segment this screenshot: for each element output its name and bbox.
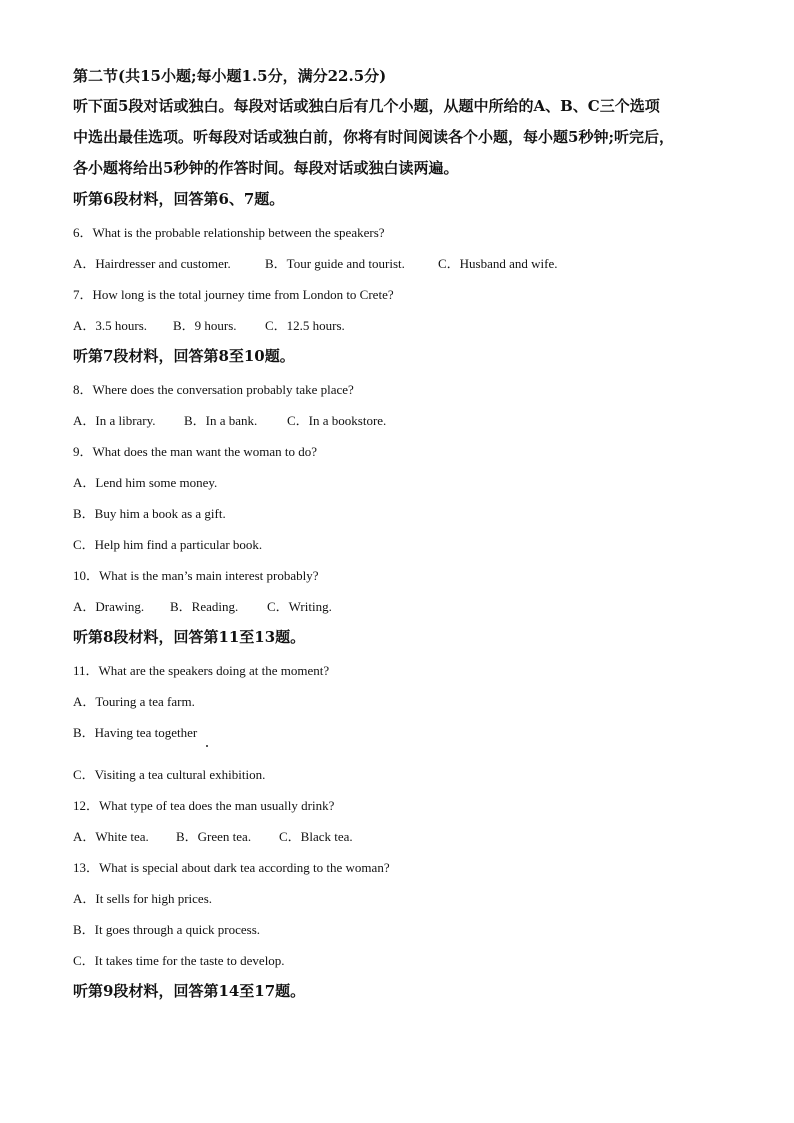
- question-stem: 11．What are the speakers doing at the moment?: [73, 663, 330, 678]
- option-b[interactable]: B．Tour guide and tourist.: [265, 256, 405, 271]
- option-c[interactable]: C．Visiting a tea cultural exhibition.: [73, 767, 266, 782]
- option-c[interactable]: C．Writing.: [267, 599, 332, 614]
- option-a[interactable]: A．White tea.: [73, 829, 149, 844]
- option-c[interactable]: C．12.5 hours.: [265, 318, 345, 333]
- option-c[interactable]: C．It takes time for the taste to develop.: [73, 953, 285, 968]
- instruction-line: 听下面5段对话或独白。每段对话或独白后有几个小题，从题中所给的A、B、C三个选项: [73, 97, 660, 115]
- instruction-line: 中选出最佳选项。听每段对话或独白前，你将有时间阅读各个小题，每小题5秒钟;听完后，: [73, 128, 674, 146]
- instruction-line: 各小题将给出5秒钟的作答时间。每段对话或独白读两遍。: [73, 159, 459, 177]
- option-c[interactable]: C．In a bookstore.: [287, 413, 387, 428]
- material-heading: 听第6段材料，回答第6、7题。: [73, 190, 285, 208]
- question-stem: 12．What type of tea does the man usually drink?: [73, 798, 335, 813]
- option-a[interactable]: A．3.5 hours.: [73, 318, 148, 333]
- option-row: [73, 591, 723, 622]
- option-b[interactable]: B．Green tea.: [176, 829, 252, 844]
- option-row: [73, 310, 723, 341]
- question-stem: 13．What is special about dark tea according to the woman?: [73, 860, 390, 875]
- option-c[interactable]: C．Husband and wife.: [438, 256, 558, 271]
- material-heading: 听第9段材料，回答第14至17题。: [73, 982, 306, 1000]
- option-b[interactable]: B．In a bank.: [184, 413, 258, 428]
- material-heading: 听第7段材料，回答第8至10题。: [73, 347, 295, 365]
- option-a[interactable]: A．Hairdresser and customer.: [73, 256, 231, 271]
- option-b[interactable]: B．Having tea together: [73, 725, 198, 740]
- question-stem: 6．What is the probable relationship between the speakers?: [73, 225, 385, 240]
- option-row: [73, 405, 723, 436]
- option-a[interactable]: A．Drawing.: [73, 599, 145, 614]
- stray-dot: [206, 745, 208, 747]
- question-stem: 9．What does the man want the woman to do?: [73, 444, 318, 459]
- option-b[interactable]: B．It goes through a quick process.: [73, 922, 261, 937]
- option-b[interactable]: B．Buy him a book as a gift.: [73, 506, 226, 521]
- exam-page: [73, 64, 723, 1009]
- option-b[interactable]: B．Reading.: [170, 599, 239, 614]
- option-c[interactable]: C．Black tea.: [279, 829, 353, 844]
- option-a[interactable]: A．In a library.: [73, 413, 156, 428]
- question-stem: 8．Where does the conversation probably take place?: [73, 382, 354, 397]
- question-stem: 7．How long is the total journey time from London to Crete?: [73, 287, 394, 302]
- option-a[interactable]: A．It sells for high prices.: [73, 891, 213, 906]
- option-a[interactable]: A．Lend him some money.: [73, 475, 218, 490]
- section-instructions: [73, 91, 723, 184]
- option-c[interactable]: C．Help him find a particular book.: [73, 537, 263, 552]
- option-a[interactable]: A．Touring a tea farm.: [73, 694, 195, 709]
- option-b[interactable]: B．9 hours.: [173, 318, 237, 333]
- section-title: 第二节(共15小题;每小题1.5分，满分22.5分): [73, 67, 387, 85]
- question-stem: 10．What is the man’s main interest probably?: [73, 568, 319, 583]
- option-row: [73, 821, 723, 852]
- material-heading: 听第8段材料，回答第11至13题。: [73, 628, 306, 646]
- spacer: [73, 748, 723, 759]
- option-row: [73, 248, 723, 279]
